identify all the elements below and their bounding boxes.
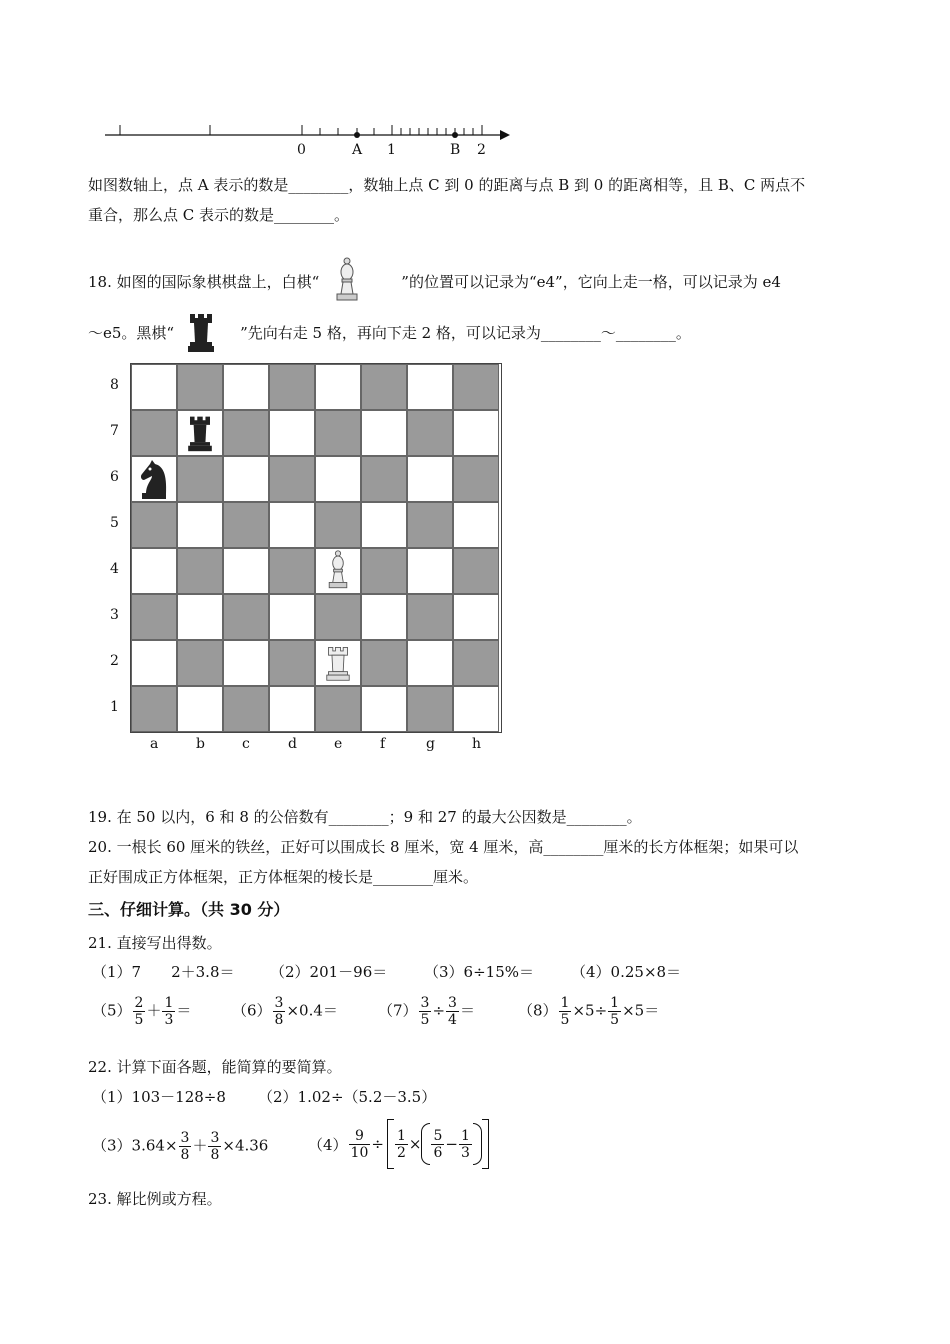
square-f7 [361,410,407,456]
fraction: $\frac{3}{8}$ [180,1130,190,1163]
square-c3 [223,594,269,640]
square-f8 [361,364,407,410]
q19-text: 19. 在 50 以内，6 和 8 的公倍数有________；9 和 27 的最大公因数是________。 [88,808,642,826]
rank-label-8: 8 [110,377,119,393]
file-label-c: c [242,736,250,752]
chess-board [130,363,502,733]
square-c7 [223,410,269,456]
square-d4 [269,548,315,594]
q21-p7-label: （7） [378,1001,418,1020]
square-b8 [177,364,223,410]
q21-title: 21. 直接写出得数。 [88,934,222,952]
file-label-b: b [196,736,205,752]
square-e6 [315,456,361,502]
tail: ＝ [459,1001,475,1020]
square-b3 [177,594,223,640]
square-c5 [223,502,269,548]
q18-text-b: ”的位置可以记录为“e4”，它向上走一格，可以记录为 e4 [401,273,781,291]
fraction: $\frac{1}{2}$ [396,1127,406,1161]
q21-p2: （2）201－96＝ [270,963,388,981]
q21-p1: （1）7 2＋3.8＝ [92,963,235,981]
square-g7 [407,410,453,456]
square-f6 [361,456,407,502]
square-f1 [361,686,407,732]
numberline-label-2: 2 [477,142,486,158]
square-h3 [453,594,499,640]
square-a8 [131,364,177,410]
fraction: $\frac{3}{4}$ [448,995,457,1028]
q20-line2: 正好围成正方体框架，正方体框架的棱长是________厘米。 [88,868,479,886]
square-f4 [361,548,407,594]
square-d5 [269,502,315,548]
square-f2 [361,640,407,686]
square-d7 [269,410,315,456]
q21-p5-label: （5） [92,1001,132,1020]
square-d1 [269,686,315,732]
rank-label-6: 6 [110,469,119,485]
square-g8 [407,364,453,410]
file-label-h: h [472,736,482,752]
square-e3 [315,594,361,640]
square-c8 [223,364,269,410]
fraction: $\frac{1}{5}$ [610,995,620,1028]
q21-p4: （4）0.25×8＝ [571,963,682,981]
q21-p8 [518,995,659,1028]
tail: ×4.36 [222,1136,269,1155]
rank-label-4: 4 [110,561,119,577]
rank-label-5: 5 [110,515,119,531]
rank-label-1: 1 [110,699,119,715]
fraction: $\frac{3}{5}$ [420,995,430,1028]
square-c4 [223,548,269,594]
left-bracket [387,1119,394,1169]
q21-p3: （3）6÷15%＝ [424,963,534,981]
fraction: $\frac{2}{5}$ [134,995,144,1028]
white-rook-icon [316,641,360,685]
q18-line1 [88,256,781,310]
rank-label-3: 3 [110,607,119,623]
file-label-d: d [288,736,297,752]
square-a4 [131,548,177,594]
div: ÷ [371,1135,384,1153]
q22-p3-label: （3）3.64× [92,1136,178,1155]
square-h8 [453,364,499,410]
fraction: $\frac{1}{3}$ [164,995,174,1028]
fraction: $\frac{1}{5}$ [560,995,570,1028]
fraction: $\frac{9}{10}$ [350,1127,369,1161]
square-g2 [407,640,453,686]
square-h2 [453,640,499,686]
square-d6 [269,456,315,502]
q22-p4-label: （4） [308,1135,348,1154]
tail: ＝ [176,1001,192,1020]
q21-p7 [378,995,475,1028]
numberline-label-1: 1 [387,142,396,158]
q21-p6-label: （6） [232,1001,272,1020]
square-c2 [223,640,269,686]
square-a2 [131,640,177,686]
square-e2 [315,640,361,686]
white-bishop-icon [333,256,361,310]
square-f3 [361,594,407,640]
square-b5 [177,502,223,548]
fraction: $\frac{3}{8}$ [274,995,284,1028]
black-knight-icon [132,457,176,501]
q23-title: 23. 解比例或方程。 [88,1190,222,1208]
square-e4 [315,548,361,594]
square-d2 [269,640,315,686]
white-bishop-icon [316,549,360,593]
minus: − [445,1135,458,1153]
numberline-label-0: 0 [297,142,306,158]
section-3-heading: 三、仔细计算。（共 30 分） [88,900,290,919]
op: ＋ [146,1001,162,1020]
square-f5 [361,502,407,548]
square-h6 [453,456,499,502]
black-rook-icon [178,411,222,455]
square-g1 [407,686,453,732]
square-g4 [407,548,453,594]
square-g6 [407,456,453,502]
q17-line2: 重合，那么点 C 表示的数是________。 [88,206,350,224]
square-a3 [131,594,177,640]
square-d3 [269,594,315,640]
black-rook-icon [186,310,216,358]
numberline-label-b: B [450,142,461,158]
square-b4 [177,548,223,594]
q22-p4 [308,1118,489,1170]
square-e8 [315,364,361,410]
square-b2 [177,640,223,686]
square-a6 [131,456,177,502]
square-e7 [315,410,361,456]
op: ÷ [432,1001,446,1020]
square-a1 [131,686,177,732]
square-b6 [177,456,223,502]
file-label-g: g [426,736,435,752]
q18-text-c: ～e5。黑棋“ [88,324,175,342]
fraction: $\frac{1}{3}$ [460,1127,470,1161]
square-a5 [131,502,177,548]
square-a7 [131,410,177,456]
left-paren [421,1123,430,1165]
q17-line1: 如图数轴上，点 A 表示的数是________，数轴上点 C 到 0 的距离与点 B 到 0 的距离相等，且 B、C 两点不 [88,176,806,194]
square-h7 [453,410,499,456]
q21-p6 [232,995,338,1028]
square-b7 [177,410,223,456]
mid: ×5÷ [572,1001,608,1020]
rank-label-2: 2 [110,653,119,669]
file-label-a: a [150,736,159,752]
q18-text-d: ”先向右走 5 格，再向下走 2 格，可以记录为________～________。 [240,324,691,342]
right-paren [473,1123,482,1165]
square-h1 [453,686,499,732]
right-bracket [482,1119,489,1169]
file-label-e: e [334,736,343,752]
q21-p8-label: （8） [518,1001,558,1020]
square-e1 [315,686,361,732]
square-c6 [223,456,269,502]
op: ＋ [192,1136,208,1155]
q18-text-a: 18. 如图的国际象棋棋盘上，白棋“ [88,273,320,291]
q22-title: 22. 计算下面各题，能简算的要简算。 [88,1058,342,1076]
square-g3 [407,594,453,640]
q18-line2 [88,310,691,358]
numberline-label-a: A [352,142,363,158]
tail: ×5＝ [622,1001,660,1020]
q22-p1: （1）103－128÷8 [92,1088,226,1106]
tail: ×0.4＝ [286,1001,338,1020]
square-d8 [269,364,315,410]
fraction: $\frac{5}{6}$ [433,1127,443,1161]
point-b [452,132,458,138]
fraction: $\frac{3}{8}$ [210,1130,220,1163]
square-h5 [453,502,499,548]
square-g5 [407,502,453,548]
q20-line1: 20. 一根长 60 厘米的铁丝，正好可以围成长 8 厘米，宽 4 厘米，高________厘米的长方体框架；如果可以 [88,838,799,856]
square-c1 [223,686,269,732]
square-b1 [177,686,223,732]
rank-label-7: 7 [110,423,119,439]
times: × [408,1135,422,1153]
square-e5 [315,502,361,548]
point-a [354,132,360,138]
square-h4 [453,548,499,594]
file-label-f: f [380,736,386,752]
q22-p3 [92,1130,268,1163]
q22-p2: （2）1.02÷（5.2－3.5） [258,1088,437,1106]
q21-p5 [92,995,191,1028]
